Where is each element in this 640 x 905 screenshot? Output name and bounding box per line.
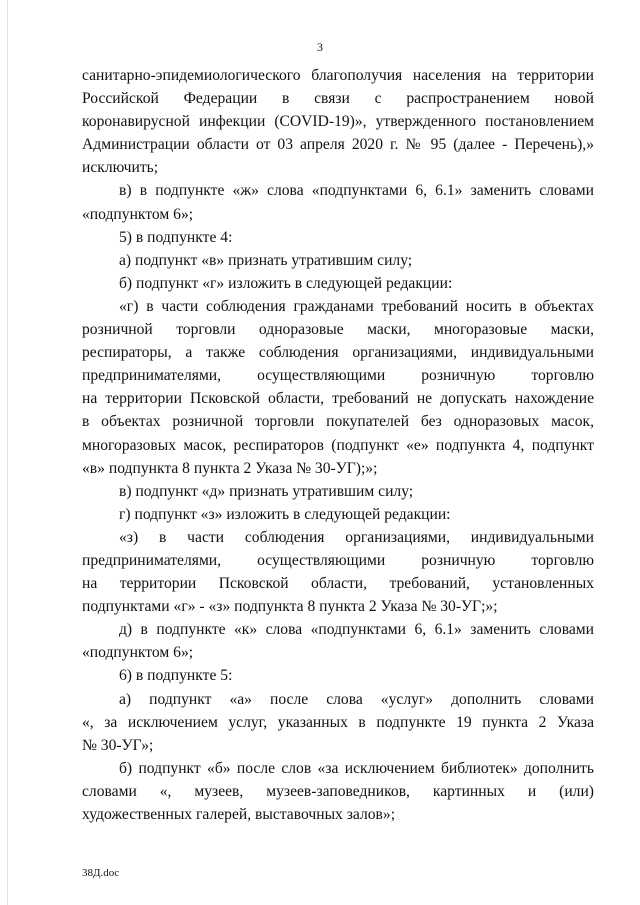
text-line: санитарно-эпидемиологического благополучия населения на территории xyxy=(82,67,594,84)
text-line: художественных галерей, выставочных залов»; xyxy=(82,806,396,823)
text-line: Российской Федерации в связи с распространением новой xyxy=(82,90,594,108)
text-line: многоразовых масок, респираторов (подпункт «е» подпункта 4, подпункт xyxy=(82,436,594,454)
text-line: на территории Псковской области, требований не допускать нахождение xyxy=(82,390,594,408)
text-line: словами «, музеев, музеев-заповедников, картинных и (или) xyxy=(82,782,594,800)
text-line: а) подпункт «а» после слова «услуг» дополнить словами xyxy=(119,690,594,708)
text-line: «, за исключением услуг, указанных в подпункте 19 пункта 2 Указа xyxy=(82,713,594,731)
text-line: подпунктами «г» - «з» подпункта 8 пункта 2 Указа № 30-УГ;»; xyxy=(82,598,498,616)
text-line: «подпунктом 6»; xyxy=(82,644,194,662)
text-line: в объектах розничной торговли покупателей без одноразовых масок, xyxy=(82,413,594,431)
text-line: «подпунктом 6»; xyxy=(82,205,194,223)
text-line: предпринимателями, осуществляющими розничную торговлю xyxy=(82,367,594,385)
text-line: в) подпункт «д» признать утратившим силу; xyxy=(119,482,414,500)
text-line: д) в подпункте «к» слова «подпунктами 6, 6.1» заменить словами xyxy=(119,621,594,639)
footer-filename: 38Д.doc xyxy=(82,867,120,879)
document-body xyxy=(82,64,594,826)
text-line: № 30-УГ»; xyxy=(82,736,154,754)
text-line: «з) в части соблюдения организациями, индивидуальными xyxy=(119,528,594,546)
text-line: Администрации области от 03 апреля 2020 г. № 95 (далее - Перечень),» xyxy=(82,136,594,154)
text-line: «в» подпункта 8 пункта 2 Указа № 30-УГ);»; xyxy=(82,459,378,477)
text-line: коронавирусной инфекции (COVID-19)», утвержденного постановлением xyxy=(82,113,594,131)
text-line: б) подпункт «г» изложить в следующей редакции: xyxy=(119,274,453,292)
text-line: на территории Псковской области, требований, установленных xyxy=(82,575,594,593)
text-line: б) подпункт «б» после слов «за исключением библиотек» дополнить xyxy=(119,759,594,777)
text-line: розничной торговли одноразовые маски, многоразовые маски, xyxy=(82,321,594,339)
text-line: респираторы, а также соблюдения организациями, индивидуальными xyxy=(82,344,594,362)
text-line: а) подпункт «в» признать утратившим силу; xyxy=(119,251,413,269)
text-line: г) подпункт «з» изложить в следующей редакции: xyxy=(119,505,451,523)
text-line: предпринимателями, осуществляющими розничную торговлю xyxy=(82,551,594,569)
page-number: 3 xyxy=(317,40,323,54)
text-line: в) в подпункте «ж» слова «подпунктами 6, 6.1» заменить словами xyxy=(119,182,594,200)
text-line: «г) в части соблюдения гражданами требований носить в объектах xyxy=(119,297,594,315)
text-line: 5) в подпункте 4: xyxy=(119,228,233,246)
text-line: 6) в подпункте 5: xyxy=(119,667,233,685)
scan-edge xyxy=(7,0,8,905)
text-line: исключить; xyxy=(82,159,159,177)
